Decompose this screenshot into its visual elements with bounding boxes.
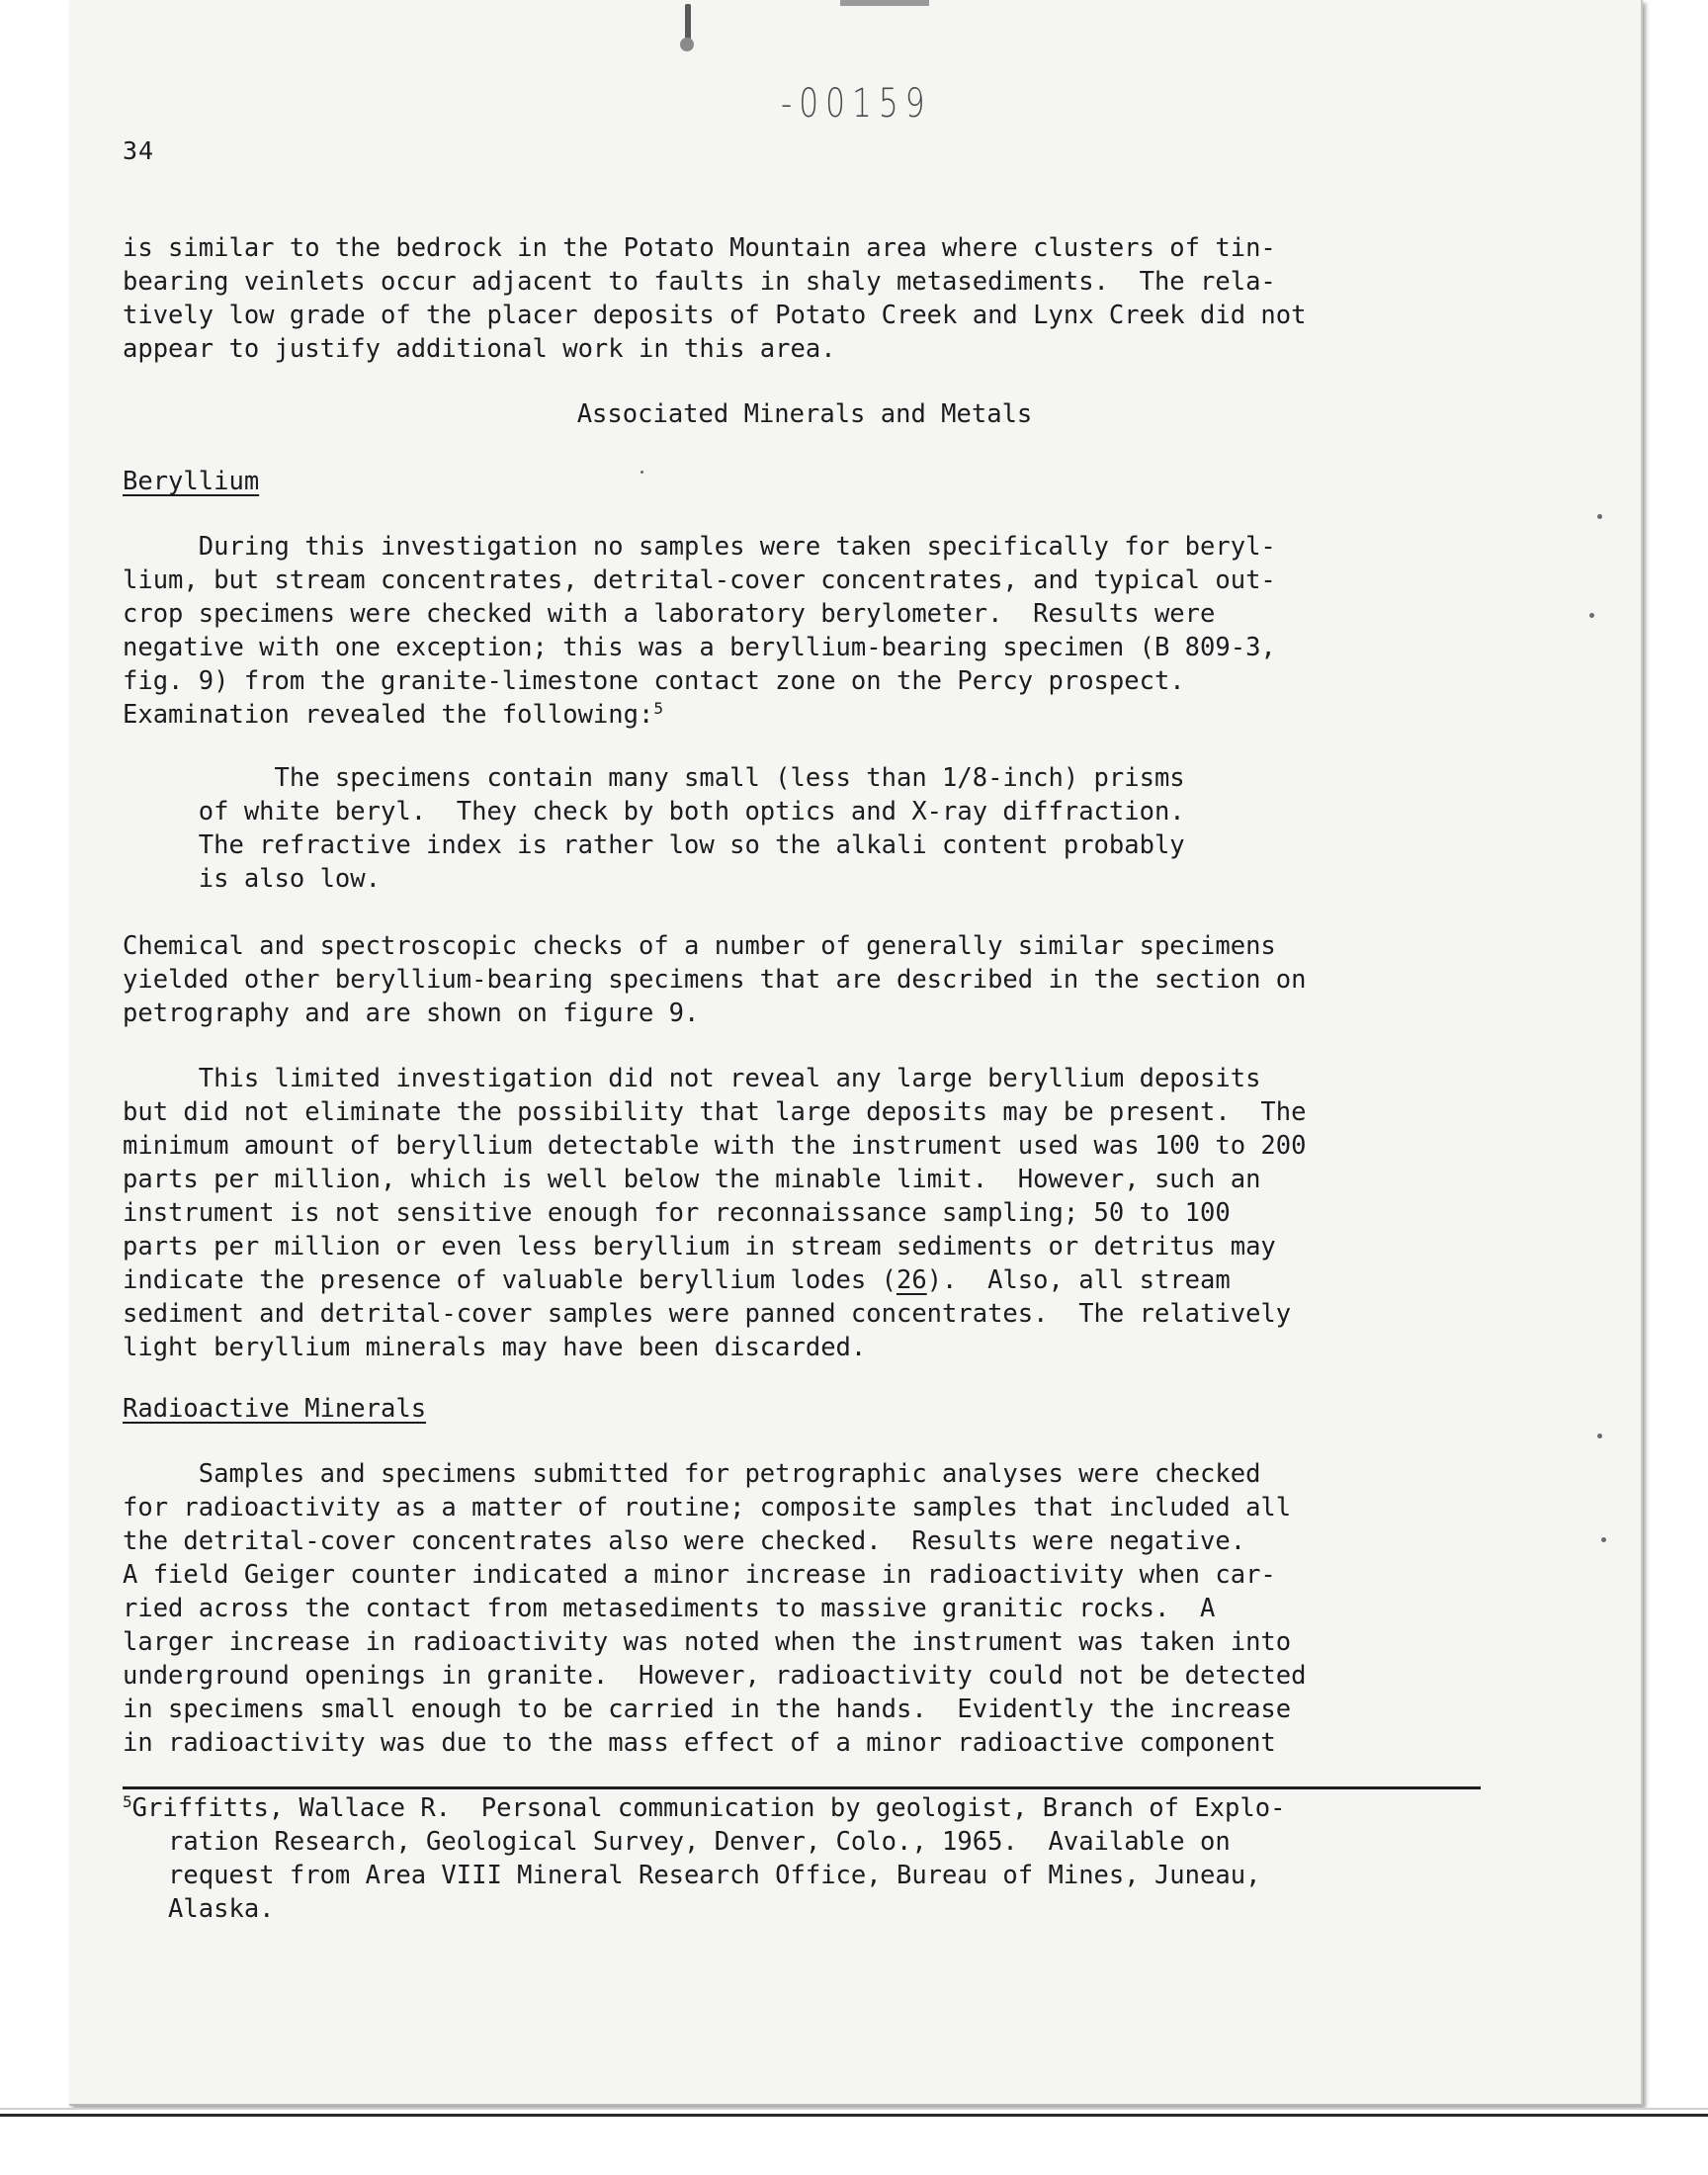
beryllium-paragraph-3-tail xyxy=(123,1299,1291,1362)
text-line: bearing veinlets occur adjacent to faults in shaly metasediments. The rela- xyxy=(123,267,1276,297)
text-line: in specimens small enough to be carried in the hands. Evidently the increase xyxy=(123,1695,1292,1724)
beryllium-paragraph-1-last: Examination revealed the following: xyxy=(123,700,654,730)
beryllium-paragraph-2 xyxy=(123,929,1487,1030)
beryllium-paragraph-1 xyxy=(123,530,1487,732)
text-line: for radioactivity as a matter of routine; composite samples that included all xyxy=(123,1493,1292,1522)
text-line: Samples and specimens submitted for petrographic analyses were checked xyxy=(123,1459,1261,1489)
document-stamp: -00159 xyxy=(781,81,932,127)
text-line: underground openings in granite. However, radioactivity could not be detected xyxy=(123,1661,1307,1691)
footnote-line: Alaska. xyxy=(123,1894,275,1924)
paragraph-3-ref-post: ). Also, all stream xyxy=(926,1265,1231,1295)
page-number: 34 xyxy=(123,136,155,165)
quote-line: of white beryl. They check by both optics and X-ray diffraction. xyxy=(123,797,1185,826)
staple-mark xyxy=(685,4,691,40)
text-line: lium, but stream concentrates, detrital-cover concentrates, and typical out- xyxy=(123,566,1276,595)
text-line: Chemical and spectroscopic checks of a number of generally similar specimens xyxy=(123,931,1276,961)
text-line: This limited investigation did not reveal any large beryllium deposits xyxy=(123,1064,1261,1093)
beryllium-paragraph-3-lines xyxy=(123,1064,1306,1262)
text-line: in radioactivity was due to the mass effect of a minor radioactive component xyxy=(123,1728,1276,1758)
text-line: the detrital-cover concentrates also were checked. Results were negative. xyxy=(123,1526,1246,1556)
scanner-bottom-edge xyxy=(0,2108,1708,2175)
speck xyxy=(1601,1537,1606,1542)
footnote-marker: 5 xyxy=(123,1792,132,1811)
radioactive-paragraph xyxy=(123,1457,1487,1760)
text-line: sediment and detrital-cover samples were panned concentrates. The relatively xyxy=(123,1299,1292,1329)
speck xyxy=(640,471,643,474)
text-line: parts per million, which is well below the minable limit. However, such an xyxy=(123,1165,1261,1194)
text-line: light beryllium minerals may have been discarded. xyxy=(123,1333,867,1362)
beryllium-paragraph-3 xyxy=(123,1062,1487,1364)
text-line: ried across the contact from metasediments to massive granitic rocks. A xyxy=(123,1594,1216,1623)
text-line: yielded other beryllium-bearing specimens that are described in the section on xyxy=(123,965,1307,995)
footnote-reference: 5 xyxy=(653,699,663,718)
text-line: petrography and are shown on figure 9. xyxy=(123,999,700,1028)
footnote xyxy=(123,1791,1487,1926)
quote-line: The specimens contain many small (less than 1/8-inch) prisms xyxy=(123,763,1185,793)
text-line: negative with one exception; this was a beryllium-bearing specimen (B 809-3, xyxy=(123,633,1276,662)
heading-radioactive-minerals: Radioactive Minerals xyxy=(123,1394,427,1424)
beryllium-quotation xyxy=(123,761,1487,896)
speck xyxy=(1597,514,1602,519)
text-line: During this investigation no samples were taken specifically for beryl- xyxy=(123,532,1276,562)
text-line: tively low grade of the placer deposits of Potato Creek and Lynx Creek did not xyxy=(123,301,1307,330)
paragraph-3-ref-pre: indicate the presence of valuable beryllium lodes ( xyxy=(123,1265,897,1295)
footnote-line: request from Area VIII Mineral Research Office, Bureau of Mines, Juneau, xyxy=(123,1861,1261,1890)
quote-line: is also low. xyxy=(123,864,381,894)
beryllium-paragraph-1-lines xyxy=(123,532,1276,696)
section-title: Associated Minerals and Metals xyxy=(576,399,1033,429)
text-line: larger increase in radioactivity was noted when the instrument was taken into xyxy=(123,1627,1292,1657)
footnote-line: ration Research, Geological Survey, Denver, Colo., 1965. Available on xyxy=(123,1827,1231,1857)
text-line: fig. 9) from the granite-limestone contact zone on the Percy prospect. xyxy=(123,666,1185,696)
quote-line: The refractive index is rather low so the alkali content probably xyxy=(123,830,1185,860)
text-line: instrument is not sensitive enough for reconnaissance sampling; 50 to 100 xyxy=(123,1198,1231,1228)
text-line: crop specimens were checked with a laboratory berylometer. Results were xyxy=(123,599,1216,629)
citation-26: 26 xyxy=(896,1265,927,1295)
footnote-first-line: Griffitts, Wallace R. Personal communication by geologist, Branch of Explo- xyxy=(131,1793,1286,1823)
text-line: parts per million or even less beryllium in stream sediments or detritus may xyxy=(123,1232,1276,1262)
text-line: A field Geiger counter indicated a minor increase in radioactivity when car- xyxy=(123,1560,1276,1590)
intro-paragraph xyxy=(123,231,1487,366)
text-line: but did not eliminate the possibility that large deposits may be present. The xyxy=(123,1097,1307,1127)
text-line: is similar to the bedrock in the Potato Mountain area where clusters of tin- xyxy=(123,233,1276,263)
speck xyxy=(1589,613,1594,618)
footnote-continuation xyxy=(123,1827,1260,1924)
heading-beryllium: Beryllium xyxy=(123,467,260,496)
text-line: appear to justify additional work in this area. xyxy=(123,334,836,364)
footnote-rule xyxy=(123,1786,1481,1789)
top-edge-mark xyxy=(840,0,929,6)
staple-hole xyxy=(680,38,694,51)
speck xyxy=(1597,1434,1602,1438)
text-line: minimum amount of beryllium detectable with the instrument used was 100 to 200 xyxy=(123,1131,1307,1161)
